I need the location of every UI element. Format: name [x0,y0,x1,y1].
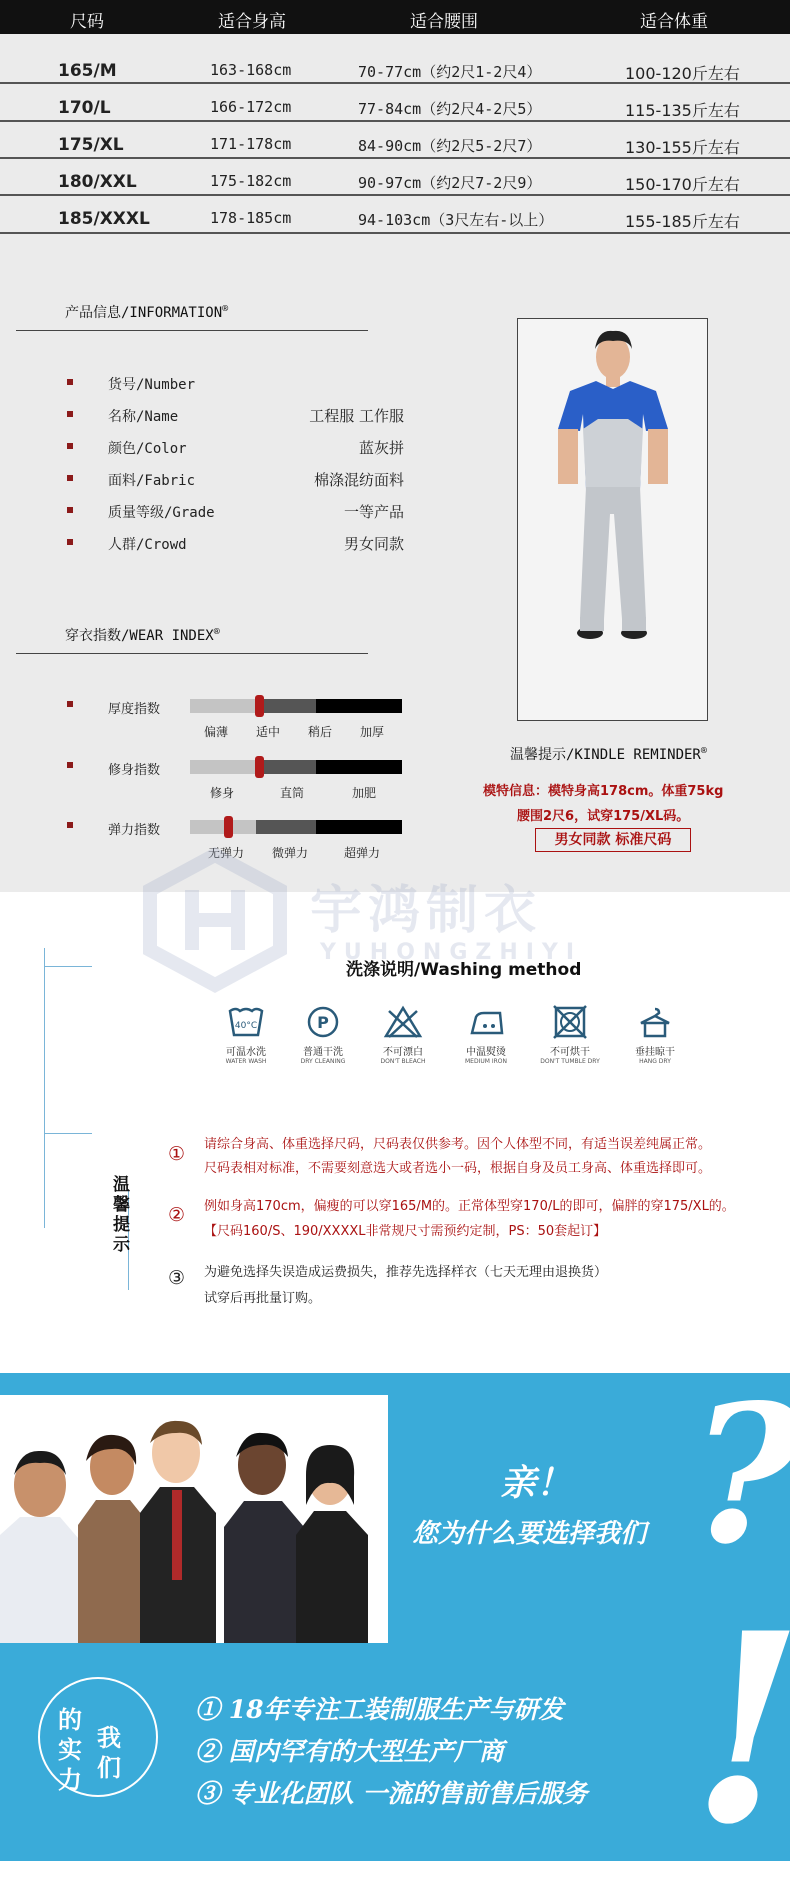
wash-label-en: MEDIUM IRON [465,1058,507,1065]
wash-temp-mark: 40°C [234,1021,258,1031]
strength-item: ② 国内罕有的大型生产厂商 [195,1737,504,1766]
strength-item: ① 18年专注工装制服生产与研发 [195,1695,564,1724]
info-label: 货号/Number [108,377,196,393]
info-label: 面料/Fabric [108,473,196,489]
info-value: 棉涤混纺面料 [313,471,404,489]
fit-tick: 加肥 [352,786,377,800]
size-cell: 170/L [58,98,111,118]
registered-mark: ® [222,303,229,315]
wash-label-cn: 中温熨烫 [466,1047,506,1058]
header-height: 适合身高 [218,12,286,32]
banner-headline: 您为什么要选择我们 [412,1519,647,1549]
waist-cell: 70-77cm（约2尺1-2尺4） [358,63,542,81]
wash-label-en: DON'T TUMBLE DRY [540,1058,600,1065]
info-value: 男女同款 [343,535,404,553]
model-photo [517,318,708,721]
fit-tick: 修身 [210,786,235,800]
waist-cell: 90-97cm（约2尺7-2尺9） [358,174,542,192]
weight-cell: 155-185斤左右 [625,212,740,231]
wash-label-en: HANG DRY [639,1058,671,1065]
bullet-icon [67,539,73,545]
header-waist: 适合腰围 [410,12,478,32]
header-weight: 适合体重 [640,12,708,32]
registered-mark: ® [213,626,220,638]
tip-line: 例如身高170cm，偏瘦的可以穿165/M的。正常体型穿170/L的即可，偏胖的穿175/XL的。 [204,1199,735,1214]
thickness-tick: 稍后 [308,725,333,739]
elastic-tick: 超弹力 [344,846,381,860]
washing-item [451,1005,521,1065]
question-mark-graphic: ? [690,1363,802,1586]
info-value: 蓝灰拼 [358,439,404,457]
thickness-tick: 偏薄 [204,725,229,739]
wash-label-cn: 可温水洗 [226,1047,266,1058]
thickness-tick: 加厚 [360,725,385,739]
thickness-tick: 适中 [256,725,281,739]
bullet-icon [67,762,73,768]
fit-tick: 直筒 [280,786,305,800]
bullet-icon [67,443,73,449]
badge-char: 我 [97,1723,121,1752]
tip-line: 请综合身高、体重选择尺码，尺码表仅供参考。因个人体型不同，有适当误差纯属正常。 [204,1137,712,1152]
thickness-index-bar [190,699,402,713]
elastic-index-marker [224,816,233,838]
vertical-char: 提 [113,1215,130,1235]
iron-medium-icon [466,1005,506,1039]
weight-cell: 100-120斤左右 [625,64,740,83]
reminder-title [510,744,707,764]
elastic-index-label: 弹力指数 [108,823,161,838]
bullet-icon [67,379,73,385]
watermark-en: YUHONGZHIYI [320,940,583,965]
tip-number: ③ [168,1267,186,1289]
size-table-header [0,0,790,34]
wash-label-en: DON'T BLEACH [380,1058,426,1065]
wash-label-cn: 普通干洗 [303,1047,343,1058]
logo-icon [140,850,290,990]
waist-cell: 94-103cm（3尺左右-以上） [358,211,554,229]
table-row [0,200,790,237]
height-cell: 166-172cm [210,98,292,116]
waist-cell: 84-90cm（约2尺5-2尺7） [358,137,542,155]
washing-item [368,1005,438,1065]
info-title [65,302,228,322]
info-label: 人群/Crowd [108,537,187,553]
no-bleach-icon [383,1005,423,1039]
no-tumble-dry-icon [550,1005,590,1039]
watermark-cn: 宇鸿制衣 [310,881,543,941]
thickness-index-label: 厚度指数 [108,702,161,717]
unisex-standard-badge: 男女同款 标准尺码 [535,828,691,852]
header-size: 尺码 [70,12,104,32]
wash-40-icon [226,1005,266,1039]
fit-index-bar [190,760,402,774]
badge-char: 们 [97,1753,121,1782]
elastic-tick: 无弹力 [208,846,245,860]
badge-char: 的 [58,1705,82,1734]
vertical-char: 馨 [113,1195,130,1215]
table-row [0,163,790,200]
hang-dry-icon [635,1005,675,1039]
wear-index-title-text: 穿衣指数/WEAR INDEX [65,628,214,644]
washing-item [620,1005,690,1065]
info-label: 名称/Name [108,409,179,425]
info-value: 工程服 工作服 [309,407,404,425]
info-label: 颜色/Color [108,441,187,457]
waist-cell: 77-84cm（约2尺4-2尺5） [358,100,542,118]
height-cell: 178-185cm [210,209,292,227]
tip-line: 【尺码160/S、190/XXXXL非常规尺寸需预约定制，PS：50套起订】 [204,1224,607,1239]
badge-char: 力 [58,1765,82,1794]
elastic-index-bar [190,820,402,834]
thickness-index-marker [255,695,264,717]
washing-item [535,1005,605,1065]
bullet-icon [67,507,73,513]
height-cell: 171-178cm [210,135,292,153]
elastic-tick: 微弹力 [272,846,309,860]
decor-line [44,948,45,1228]
tip-line: 为避免选择失误造成运费损失，推荐先选择样衣（七天无理由退换货） [204,1265,608,1280]
dry-clean-icon [303,1005,343,1039]
fit-index-label: 修身指数 [108,763,161,778]
team-photo [0,1395,388,1643]
reminder-title-text: 温馨提示/KINDLE REMINDER [510,747,701,763]
table-row [0,126,790,163]
fit-index-marker [255,756,264,778]
tip-number: ② [168,1204,186,1226]
dry-clean-mark: P [317,1013,329,1032]
bullet-icon [67,475,73,481]
warm-tips-vertical-title [113,1175,133,1255]
model-illustration [518,319,707,720]
model-info-line1: 模特信息：模特身高178cm。体重75kg [483,784,724,799]
vertical-char: 温 [113,1175,130,1195]
weight-cell: 150-170斤左右 [625,175,740,194]
decor-line [44,966,92,967]
wash-label-cn: 不可漂白 [383,1047,423,1058]
washing-item [211,1005,281,1065]
wear-index-title [65,625,220,645]
wash-label-en: DRY CLEANING [300,1058,346,1065]
washing-item [288,1005,358,1065]
size-cell: 180/XXL [58,172,137,192]
table-row [0,89,790,126]
tip-number: ① [168,1143,186,1165]
height-cell: 163-168cm [210,61,292,79]
wear-index-underline [16,653,368,654]
team-illustration [0,1395,388,1643]
bullet-icon [67,701,73,707]
exclamation-mark-graphic: ! [690,1577,804,1882]
wash-label-en: WATER WASH [225,1058,267,1065]
decor-line [44,1133,92,1134]
weight-cell: 130-155斤左右 [625,138,740,157]
washing-title: 洗涤说明/Washing method [346,960,582,980]
info-title-underline [16,330,368,331]
tip-line: 试穿后再批量订购。 [204,1291,322,1306]
info-label: 质量等级/Grade [108,505,215,521]
registered-mark: ® [700,745,707,757]
strength-item: ③ 专业化团队 一流的售前售后服务 [195,1779,588,1808]
tip-line: 尺码表相对标准，不需要刻意选大或者选小一码，根据自身及员工身高、体重选择即可。 [204,1161,712,1176]
info-title-text: 产品信息/INFORMATION [65,305,223,321]
info-value: 一等产品 [343,503,404,521]
banner-greeting: 亲！ [500,1462,573,1504]
bullet-icon [67,822,73,828]
weight-cell: 115-135斤左右 [625,101,740,120]
wash-label-cn: 不可烘干 [550,1047,590,1058]
height-cell: 175-182cm [210,172,292,190]
badge-char: 实 [58,1735,82,1764]
bullet-icon [67,411,73,417]
model-info-line2: 腰围2尺6，试穿175/XL码。 [517,809,690,824]
size-cell: 165/M [58,61,117,81]
size-cell: 175/XL [58,135,124,155]
wash-label-cn: 垂挂晾干 [635,1047,675,1058]
vertical-char: 示 [113,1235,130,1255]
table-row [0,52,790,89]
size-cell: 185/XXXL [58,209,150,229]
